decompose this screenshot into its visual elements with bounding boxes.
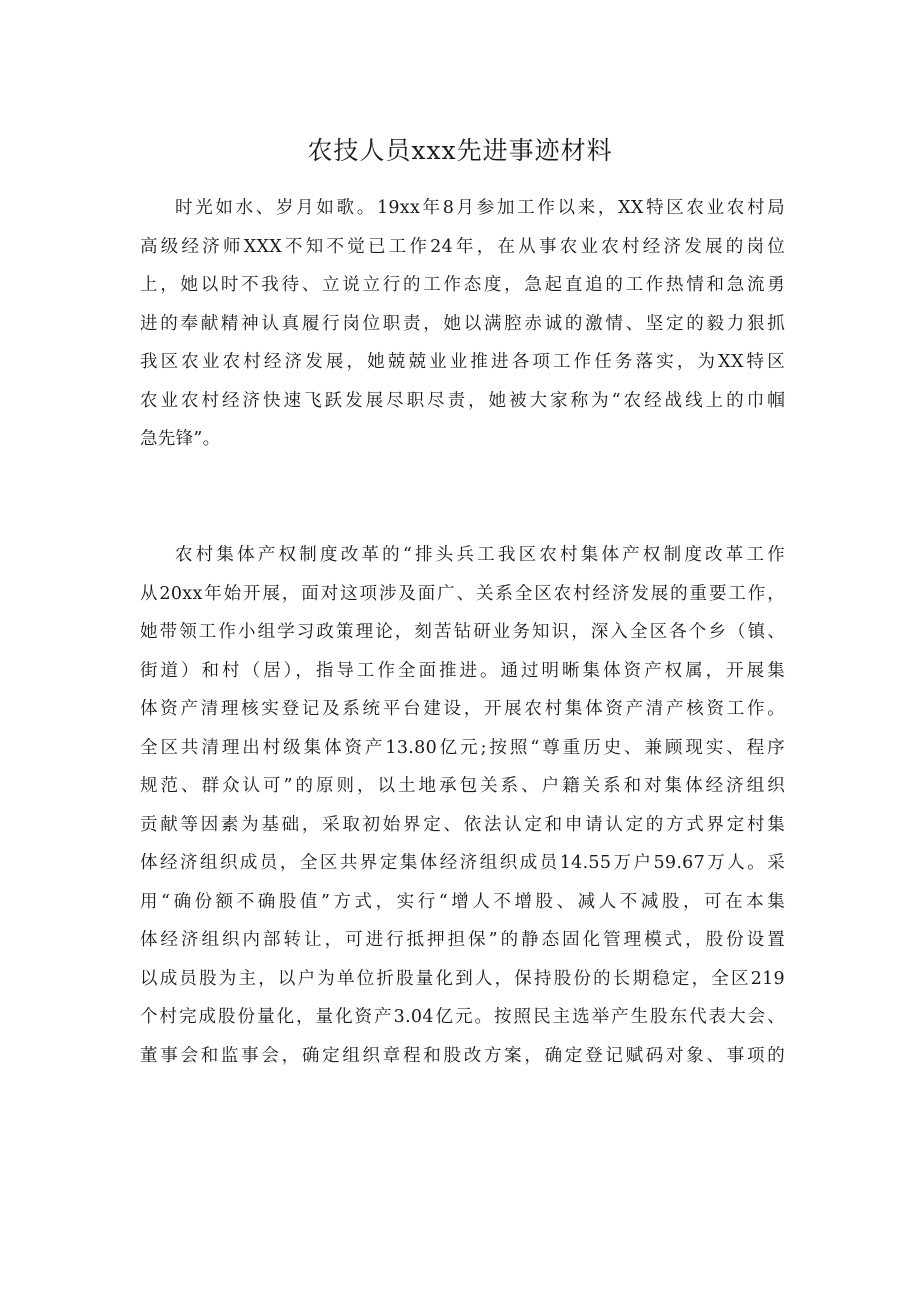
paragraph-line: 时光如水、岁月如歌。19xx年8月参加工作以来，XX特区农业农村局	[175, 198, 785, 218]
paragraph-line: 规范、群众认可”的原则，以土地承包关系、户籍关系和对集体经济组织	[140, 776, 785, 796]
paragraph-line: 体经济组织成员，全区共界定集体经济组织成员14.55万户59.67万人。采	[140, 853, 785, 873]
paragraph-line: 贡献等因素为基础，采取初始界定、依法认定和申请认定的方式界定村集	[140, 814, 785, 835]
paragraph-line: 从20xx年始开展，面对这项涉及面广、关系全区农村经济发展的重要工作，	[140, 583, 785, 604]
paragraph-line: 以成员股为主，以户为单位折股量化到人，保持股份的长期稳定，全区219	[140, 968, 785, 989]
paragraph-line: 农业农村经济快速飞跃发展尽职尽责，她被大家称为“农经战线上的巾帼	[140, 390, 785, 411]
paragraph-line: 体资产清理核实登记及系统平台建设，开展农村集体资产清产核资工作。	[140, 699, 785, 719]
paragraph-line: 我区农业农村经济发展，她兢兢业业推进各项工作任务落实，为XX特区	[140, 352, 785, 372]
paragraph-1	[140, 189, 785, 459]
paragraph-line: 农村集体产权制度改革的“排头兵工我区农村集体产权制度改革工作	[175, 545, 785, 565]
paragraph-line: 上，她以时不我待、立说立行的工作态度，急起直追的工作热情和急流勇	[140, 275, 785, 295]
paragraph-line: 全区共清理出村级集体资产13.80亿元;按照“尊重历史、兼顾现实、程序	[140, 737, 785, 758]
paragraph-line: 用“确份额不确股值”方式，实行“增人不增股、减人不减股，可在本集	[140, 891, 785, 912]
paragraph-line: 体经济组织内部转让，可进行抵押担保”的静态固化管理模式，股份设置	[140, 930, 785, 950]
paragraph-line: 董事会和监事会，确定组织章程和股改方案，确定登记赋码对象、事项的	[140, 1045, 785, 1066]
document-title: 农技人员xxx先进事迹材料	[307, 136, 613, 165]
paragraph-line: 街道）和村（居），指导工作全面推进。通过明晰集体资产权属，开展集	[140, 660, 785, 681]
paragraph-line: 进的奉献精神认真履行岗位职责，她以满腔赤诚的激情、坚定的毅力狠抓	[140, 313, 785, 334]
paragraph-2	[140, 536, 785, 1075]
paragraph-line: 她带领工作小组学习政策理论，刻苦钻研业务知识，深入全区各个乡（镇、	[140, 622, 785, 642]
paragraph-line: 个村完成股份量化，量化资产3.04亿元。按照民主选举产生股东代表大会、	[140, 1007, 785, 1027]
paragraph-line: 高级经济师XXX不知不觉已工作24年，在从事农业农村经济发展的岗位	[140, 236, 785, 257]
paragraph-line: 急先锋”。	[140, 429, 221, 449]
